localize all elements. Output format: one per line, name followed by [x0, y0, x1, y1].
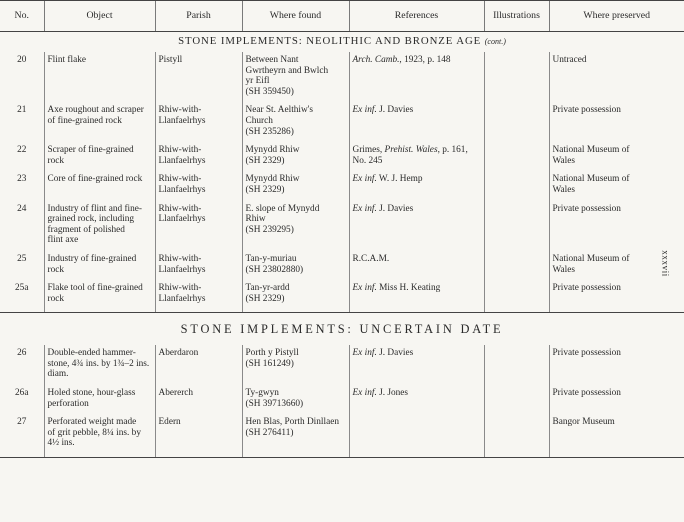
cell-parish: Rhiw-with- Llanfaelrhys [155, 102, 242, 142]
cell-object: Holed stone, hour-glass perforation [44, 385, 155, 414]
cell-no: 25 [17, 253, 27, 264]
cell-parish: Pistyll [155, 52, 242, 102]
cell-where-preserved: Untraced [549, 52, 684, 102]
cell-where-found: Porth y Pistyll (SH 161249) [242, 345, 349, 385]
table-row [0, 102, 684, 142]
header-illustrations: Illustrations [484, 1, 549, 32]
cell-references: Arch. Camb., 1923, p. 148 [349, 52, 484, 102]
header-where-found: Where found [242, 1, 349, 32]
table-body [0, 32, 684, 458]
cell-illustrations [484, 171, 549, 200]
cell-object: Axe roughout and scraper of fine-grained rock [44, 102, 155, 142]
cell-parish: Rhiw-with- Llanfaelrhys [155, 201, 242, 251]
cell-illustrations [484, 414, 549, 457]
cell-where-preserved: Private possession [549, 102, 684, 142]
cell-no: 22 [17, 145, 27, 156]
cell-object: Core of fine-grained rock [44, 171, 155, 200]
cell-illustrations [484, 102, 549, 142]
cell-references: Ex inf. J. Davies [349, 345, 484, 385]
cell-object: Industry of fine-grained rock [44, 251, 155, 280]
cell-where-found: Ty-gwyn (SH 39713660) [242, 385, 349, 414]
reference-italic: Prehist. Wales [384, 145, 438, 156]
reference-italic: Ex inf. [352, 105, 377, 116]
header-parish: Parish [155, 1, 242, 32]
cell-parish: Rhiw-with- Llanfaelrhys [155, 171, 242, 200]
cell-references: Ex inf. J. Davies [349, 201, 484, 251]
table-row [0, 385, 684, 414]
cell-parish: Rhiw-with- Llanfaelrhys [155, 280, 242, 313]
table-row [0, 414, 684, 457]
cell-where-preserved: Private possession [549, 385, 684, 414]
cell-where-preserved: Private possession [549, 201, 684, 251]
section-title-suffix: (cont.) [484, 37, 506, 47]
cell-no: 27 [0, 414, 44, 457]
cell-illustrations [484, 52, 549, 102]
cell-parish: Edern [155, 414, 242, 457]
cell-object: Double-ended hammer- stone, 4¾ ins. by 1¾–2 ins. diam. [44, 345, 155, 385]
section-heading-neolithic [0, 32, 684, 53]
cell-where-found: Mynydd Rhiw (SH 2329) [242, 142, 349, 171]
reference-italic: Ex inf. [352, 283, 377, 294]
reference-italic: Ex inf. [352, 348, 377, 359]
cell-references [349, 414, 484, 457]
header-references: References [349, 1, 484, 32]
cell-object: Industry of flint and fine- grained rock, including fragment of polished flint axe [44, 201, 155, 251]
cell-illustrations [484, 345, 549, 385]
cell-references: Grimes, Prehist. Wales, p. 161, No. 245 [349, 142, 484, 171]
cell-references: Ex inf. Miss H. Keating [349, 280, 484, 313]
cell-no: 25a [0, 280, 44, 313]
section-heading-uncertain-date [0, 313, 684, 346]
cell-where-found: Tan-y-muriau (SH 23802880) [242, 251, 349, 280]
cell-parish: Abererch [155, 385, 242, 414]
cell-object: Flint flake [44, 52, 155, 102]
cell-where-preserved: National Museum of Wales [549, 251, 684, 280]
cell-object: Scraper of fine-grained rock [44, 142, 155, 171]
cell-where-preserved: National Museum of Wales [549, 142, 684, 171]
cell-no: 21 [17, 105, 27, 116]
cell-illustrations [484, 385, 549, 414]
cell-where-found: Between Nant Gwrtheyrn and Bwlch yr Eifl (SH 359450) [242, 52, 349, 102]
cell-no: 26a [15, 388, 29, 399]
cell-illustrations [484, 280, 549, 313]
table-row [0, 201, 684, 251]
cell-parish: Aberdaron [155, 345, 242, 385]
cell-where-found: Mynydd Rhiw (SH 2329) [242, 171, 349, 200]
side-page-number: xxxvii [660, 250, 671, 277]
cell-references: Ex inf. J. Jones [349, 385, 484, 414]
header-row [0, 1, 684, 32]
cell-no: 23 [17, 174, 27, 185]
header-where-preserved: Where preserved [549, 1, 684, 32]
cell-where-found: Hen Blas, Porth Dinllaen (SH 276411) [242, 414, 349, 457]
cell-references: Ex inf. J. Davies [349, 102, 484, 142]
header-object: Object [44, 1, 155, 32]
header-no: No. [0, 1, 44, 32]
cell-parish: Rhiw-with- Llanfaelrhys [155, 142, 242, 171]
cell-object: Perforated weight made of grit pebble, 8¼ ins. by 4½ ins. [44, 414, 155, 457]
cell-references: Ex inf. W. J. Hemp [349, 171, 484, 200]
cell-illustrations [484, 251, 549, 280]
cell-object: Flake tool of fine-grained rock [44, 280, 155, 313]
cell-where-found: E. slope of Mynydd Rhiw (SH 239295) [242, 201, 349, 251]
cell-no: 26 [17, 348, 27, 359]
cell-no: 20 [17, 55, 27, 65]
cell-illustrations [484, 142, 549, 171]
cell-no: 24 [17, 203, 27, 214]
table-row [0, 52, 684, 102]
section-title: STONE IMPLEMENTS: UNCERTAIN DATE [180, 321, 504, 336]
table-row [0, 251, 684, 280]
cell-where-preserved: Private possession [549, 280, 684, 313]
section-title [0, 32, 684, 53]
reference-italic: Ex inf. [352, 388, 377, 399]
cell-where-preserved: Bangor Museum [549, 414, 684, 457]
table-row [0, 171, 684, 200]
cell-where-found: Near St. Aelthiw's Church (SH 235286) [242, 102, 349, 142]
cell-where-preserved: National Museum of Wales [549, 171, 684, 200]
reference-italic: Ex inf. [352, 174, 377, 185]
cell-where-found: Tan-yr-ardd (SH 2329) [242, 280, 349, 313]
reference-italic: Ex inf. [352, 203, 377, 214]
cell-illustrations [484, 201, 549, 251]
cell-where-preserved: Private possession [549, 345, 684, 385]
table-row [0, 280, 684, 313]
cell-references: R.C.A.M. [349, 251, 484, 280]
table-row [0, 142, 684, 171]
reference-italic: Arch. Camb. [352, 55, 400, 65]
section-title-text: STONE IMPLEMENTS: NEOLITHIC AND BRONZE AGE [178, 35, 482, 48]
table-row [0, 345, 684, 385]
cell-parish: Rhiw-with- Llanfaelrhys [155, 251, 242, 280]
